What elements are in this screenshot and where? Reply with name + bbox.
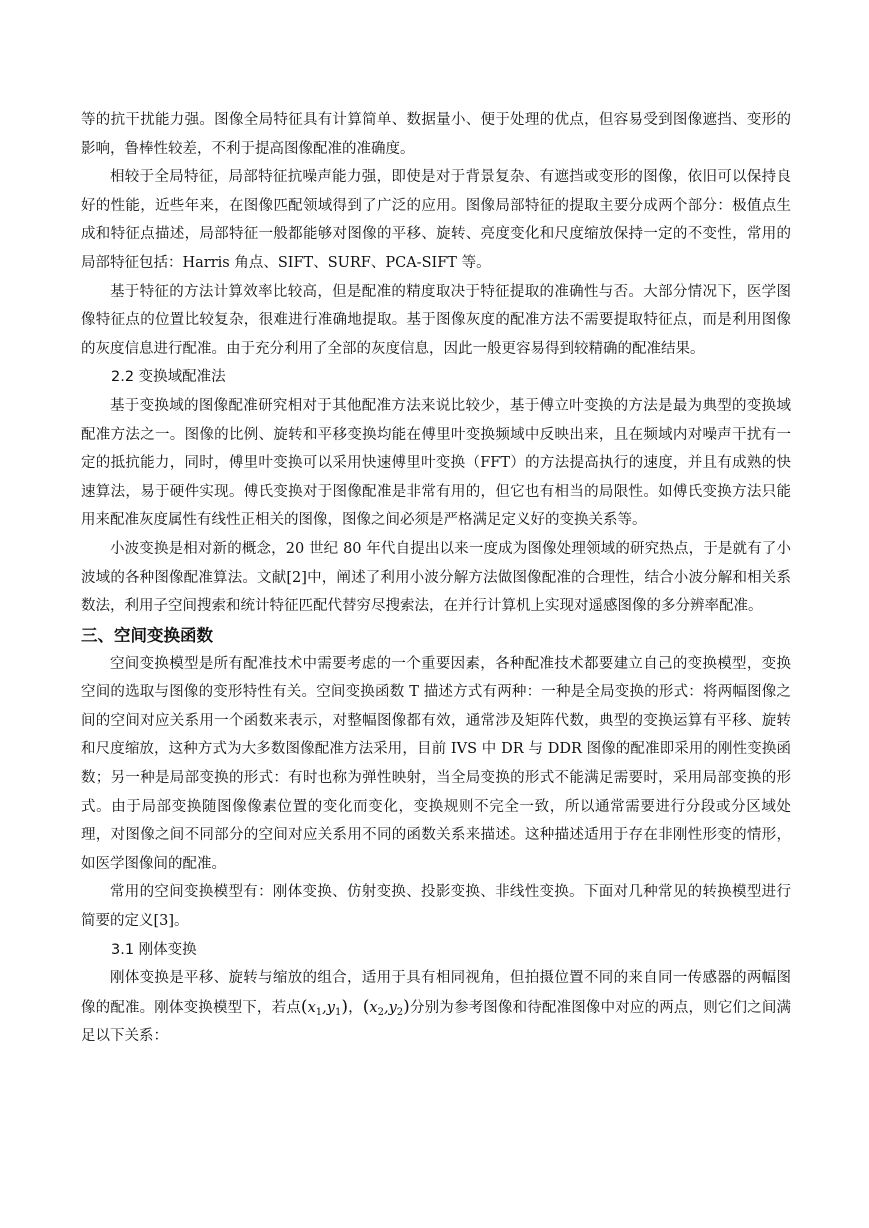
paragraph-feature-method-summary: 基于特征的方法计算效率比较高，但是配准的精度取决于特征提取的准确性与否。大部分情况下，医学图像特征点的位置比较复杂，很难进行准确地提取。基于图像灰度的配准方法不需要提取特征点，而是利用图像的灰度信息进行配准。由于充分利用了全部的灰度信息，因此一般更容易得到较精确的配准结果。 bbox=[81, 283, 791, 357]
rigid-text-b: 分别为参考图像和待配准图像中对应的两点，则它们之间满足以下关系： bbox=[81, 999, 792, 1045]
section-heading-2-2: 2.2 变换域配准法 bbox=[111, 369, 226, 386]
point-2-formula: $(x_2,y_2)$ bbox=[362, 996, 410, 1018]
section-heading-3: 三、空间变换函数 bbox=[81, 625, 213, 645]
paragraph-fourier-transform: 基于变换域的图像配准研究相对于其他配准方法来说比较少，基于傅立叶变换的方法是最为典型的变换域配准方法之一。图像的比例、旋转和平移变换均能在傅里叶变换频域中反映出来，且在频域内对噪声干扰有一定的抵抗能力，同时，傅里叶变换可以采用快速傅里叶变换（FFT）的方法提高执行的速度，并且有成熟的快速算法，易于硬件实现。傅氏变换对于图像配准是非常有用的，但它也有相当的局限性。如傅氏变换方法只能用来配准灰度属性有线性正相关的图像，图像之间必须是严格满足定义好的变换关系等。 bbox=[81, 397, 791, 529]
paragraph-local-features: 相较于全局特征，局部特征抗噪声能力强，即使是对于背景复杂、有遮挡或变形的图像，依旧可以保持良好的性能，近些年来，在图像匹配领域得到了广泛的应用。图像局部特征的提取主要分成两个部分：极值点生成和特征点描述，局部特征一般都能够对图像的平移、旋转、亮度变化和尺度缩放保持一定的不变性，常用的局部特征包括：Harris 角点、SIFT、SURF、PCA-SIFT 等。 bbox=[81, 169, 791, 271]
paragraph-common-models: 常用的空间变换模型有：刚体变换、仿射变换、投影变换、非线性变换。下面对几种常见的转换模型进行简要的定义[3]。 bbox=[81, 884, 791, 930]
paragraph-rigid-transform bbox=[81, 964, 791, 1051]
rigid-sep: ， bbox=[347, 999, 363, 1016]
rigid-text-a: 刚体变换是平移、旋转与缩放的组合，适用于具有相同视角，但拍摄位置不同的来自同一传感器的两幅图像的配准。刚体变换模型下，若点 bbox=[81, 970, 791, 1016]
paragraph-wavelet-transform: 小波变换是相对新的概念，20 世纪 80 年代自提出以来一度成为图像处理领域的研究热点，于是就有了小波域的各种图像配准算法。文献[2]中，阐述了利用小波分解方法做图像配准的合理性，结合小波分解和相关系数法，利用子空间搜索和统计特征匹配代替穷尽搜索法，在并行计算机上实现对遥感图像的多分辨率配准。 bbox=[81, 540, 791, 615]
section-heading-3-1: 3.1 刚体变换 bbox=[111, 941, 197, 958]
paragraph-spatial-transform-model: 空间变换模型是所有配准技术中需要考虑的一个重要因素，各种配准技术都要建立自己的变换模型，变换空间的选取与图像的变形特性有关。空间变换函数 T 描述方式有两种：一种是全局变换的形式：将两幅图像之间的空间对应关系用一个函数来表示，对整幅图像都有效，通常涉及矩阵代数，典型的变换运算有平移、旋转和尺度缩放，这种方式为大多数图像配准方法采用，目前 IVS 中 DR 与 DDR 图像的配准即采用的刚性变换函数；另一种是局部变换的形式：有时也称为弹性映射，当全局变换的形式不能满足需要时，采用局部变换的形式。由于局部变换随图像像素位置的变化而变化，变换规则不完全一致，所以通常需要进行分段或分区域处理，对图像之间不同部分的空间对应关系用不同的函数关系来描述。这种描述适用于存在非刚性形变的情形，如医学图像间的配准。 bbox=[81, 655, 791, 872]
point-1-formula: $(x_1,y_1)$ bbox=[300, 996, 348, 1018]
paragraph-intro-continuation: 等的抗干扰能力强。图像全局特征具有计算简单、数据量小、便于处理的优点，但容易受到图像遮挡、变形的影响，鲁棒性较差，不利于提高图像配准的准确度。 bbox=[81, 112, 791, 157]
